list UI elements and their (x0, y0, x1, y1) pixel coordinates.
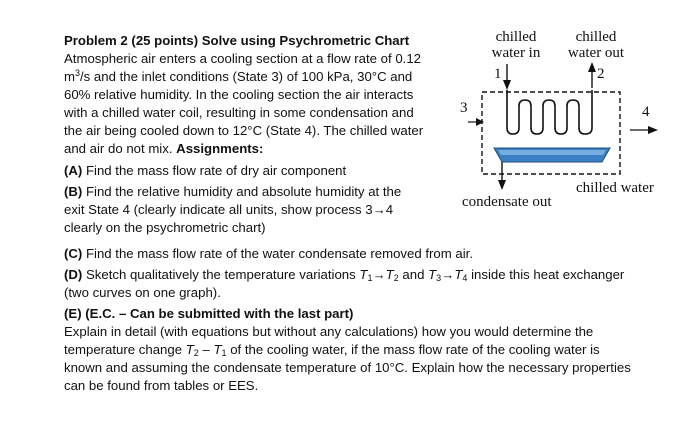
chilled-water-in-label-1: chilled (495, 29, 537, 45)
part-d-mid: and (398, 267, 429, 282)
part-d-pre: Sketch qualitatively the temperature variations (82, 267, 360, 282)
part-e-ec: (E.C. – Can be submitted with the last part) (81, 306, 354, 321)
part-e-line-2-pre: temperature change (64, 342, 186, 357)
part-d-t3: T (428, 267, 437, 282)
problem-line-4: with a chilled water coil, resulting in some condensation and (64, 105, 414, 120)
unit-m: m (64, 69, 75, 84)
condensate-water-surface (498, 150, 606, 155)
part-e-line-0 (64, 305, 353, 323)
part-d-t2: T (385, 267, 394, 282)
part-d-label: (D) (64, 267, 83, 282)
problem-line-1: Atmospheric air enters a cooling section at a flow rate of 0.12 (64, 51, 421, 66)
part-c-text: Find the mass flow rate of the water condensate removed from air. (82, 246, 473, 261)
air-outlet-arrowhead (648, 126, 658, 134)
chilled-water-in-label-2: water in (491, 45, 541, 61)
part-b-line-1 (64, 183, 401, 201)
chilled-water-out-label-1: chilled (575, 29, 617, 45)
part-d-sub3: 3 (436, 273, 442, 283)
condensate-out-label: condensate out (462, 194, 552, 210)
part-a (64, 162, 346, 180)
cooling-section-diagram (452, 20, 682, 220)
part-e-line-3: known and assuming the condensate temperature of 10°C. Explain how the necessary properties (64, 360, 631, 375)
problem-title: Problem 2 (25 points) Solve using Psychrometric Chart (64, 33, 410, 48)
part-e-line-2-post: of the cooling water, if the mass flow rate of the cooling water is (226, 342, 600, 357)
part-d-arrow2: → (441, 267, 455, 282)
water-out-arrowhead (588, 62, 596, 72)
part-e-t1: T (213, 342, 222, 357)
state-2-label: 2 (597, 66, 605, 82)
part-e-line-2 (64, 341, 600, 359)
chilled-water-out-label-2: water out (567, 45, 625, 61)
state-1-label: 1 (494, 66, 502, 82)
part-a-text: Find the mass flow rate of dry air component (82, 163, 347, 178)
part-d-line-2: (two curves on one graph). (64, 285, 221, 300)
problem-line-3: 60% relative humidity. In the cooling section the air interacts (64, 87, 414, 102)
part-b-label: (B) (64, 184, 83, 199)
problem-line-6 (64, 140, 263, 158)
part-e-t2: T (185, 342, 194, 357)
part-b-line-3: clearly on the psychrometric chart) (64, 220, 266, 235)
part-e-line-2-mid: – (198, 342, 214, 357)
condensate-drain-arrowhead (498, 180, 506, 190)
part-c (64, 245, 473, 263)
part-e-line-4: can be found from tables or EES. (64, 378, 259, 393)
problem-line-2-text: /s and the inlet conditions (State 3) of 100 kPa, 30°C and (80, 69, 413, 84)
part-d-sub1: 1 (367, 273, 373, 283)
water-in-arrowhead (503, 80, 511, 90)
part-d-sub2: 2 (393, 273, 399, 283)
chilled-water-label: chilled water (576, 180, 654, 196)
unit-exp: 3 (75, 68, 81, 78)
part-e-sub1: 1 (221, 348, 227, 358)
part-c-label: (C) (64, 246, 83, 261)
part-d-post: inside this heat exchanger (467, 267, 625, 282)
cooling-coil (507, 90, 592, 134)
part-a-label: (A) (64, 163, 83, 178)
part-d-sub4: 4 (462, 273, 468, 283)
air-inlet-arrowhead (476, 118, 484, 126)
part-d-t1: T (359, 267, 368, 282)
part-d-t4: T (454, 267, 463, 282)
part-b-text-1: Find the relative humidity and absolute humidity at the (82, 184, 402, 199)
problem-line-2 (64, 68, 412, 86)
part-e-sub2: 2 (193, 348, 199, 358)
assignments-label: Assignments: (176, 141, 264, 156)
part-e-label: (E) (64, 306, 82, 321)
part-b-line-2: exit State 4 (clearly indicate all units, show process 3→4 (64, 202, 394, 217)
problem-line-6-text: and air do not mix. (64, 141, 173, 156)
problem-line-5: the air being cooled down to 12°C (State 4). The chilled water (64, 123, 424, 138)
part-d-arrow1: → (372, 267, 386, 282)
part-e-line-1: Explain in detail (with equations but without any calculations) how you would determine the (64, 324, 594, 339)
state-3-label: 3 (460, 100, 468, 116)
part-d-line-1 (64, 266, 624, 284)
state-4-label: 4 (642, 104, 650, 120)
